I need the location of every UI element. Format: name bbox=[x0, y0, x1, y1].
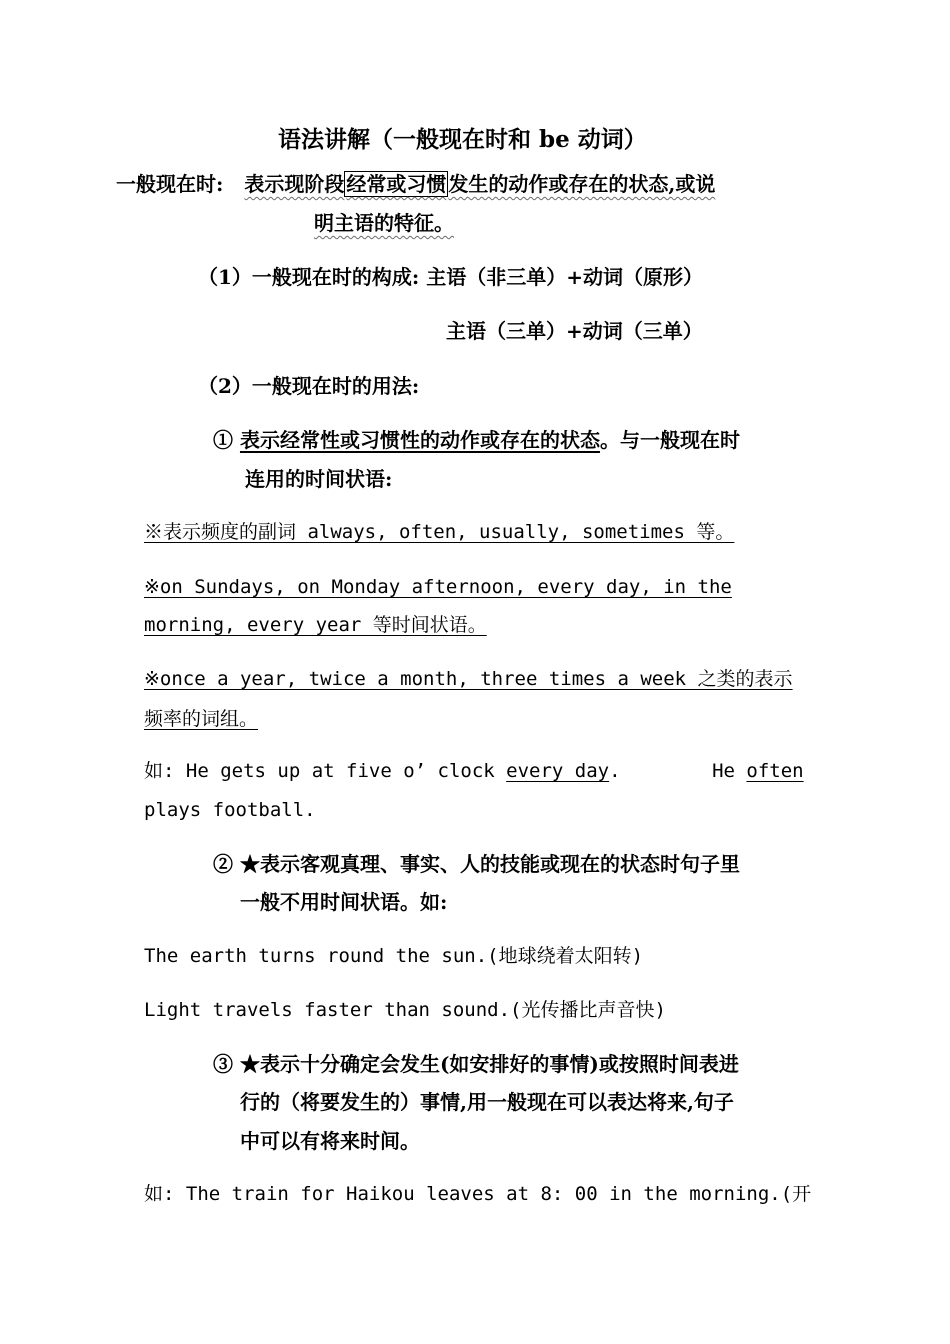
definition-label: 一般现在时: bbox=[116, 172, 224, 196]
boxed-term: 经常或习惯 bbox=[346, 172, 447, 196]
page-title: 语法讲解（一般现在时和 be 动词） bbox=[278, 126, 647, 153]
definition-line-1 bbox=[116, 171, 715, 197]
note-3-line-1: ※once a year, twice a month, three times a week 之类的表示 bbox=[144, 668, 793, 690]
definition-line-2: 明主语的特征。 bbox=[314, 211, 454, 235]
definition-text: 表示现阶段 经常或习惯 发生的动作或存在的状态,或说 bbox=[244, 172, 716, 196]
example-2: The earth turns round the sun.(地球绕着太阳转) bbox=[144, 945, 644, 967]
example-1-underline-2: often bbox=[746, 760, 804, 782]
structure-line-1: （1）一般现在时的构成: 主语（非三单）+动词（原形） bbox=[198, 265, 704, 289]
usage-heading: （2）一般现在时的用法: bbox=[198, 374, 420, 398]
note-1: ※表示频度的副词 always, often, usually, sometimes 等。 bbox=[144, 521, 735, 543]
structure-line-2: 主语（三单）+动词（三单） bbox=[446, 319, 703, 343]
usage-2-line-2: 一般不用时间状语。如: bbox=[240, 890, 448, 914]
usage-2-line-1: ② ★表示客观真理、事实、人的技能或现在的状态时句子里 bbox=[213, 852, 740, 876]
usage-3-line-3: 中可以有将来时间。 bbox=[240, 1129, 420, 1153]
example-4: 如: The train for Haikou leaves at 8: 00 in the morning.(开 bbox=[144, 1183, 812, 1205]
usage-3-line-1: ③ ★表示十分确定会发生(如安排好的事情)或按照时间表进 bbox=[213, 1052, 739, 1076]
usage-1-line-1: ① 表示经常性或习惯性的动作或存在的状态。与一般现在时 bbox=[213, 428, 740, 452]
example-3: Light travels faster than sound.(光传播比声音快) bbox=[144, 999, 666, 1021]
example-1-line-2: plays football. bbox=[144, 799, 316, 821]
note-2-line-2: morning, every year 等时间状语。 bbox=[144, 614, 487, 636]
usage-3-line-2: 行的（将要发生的）事情,用一般现在可以表达将来,句子 bbox=[240, 1090, 734, 1114]
usage-1-underlined: 表示经常性或习惯性的动作或存在的状态 bbox=[239, 428, 600, 452]
note-2-line-1: ※on Sundays, on Monday afternoon, every day, in the bbox=[144, 576, 732, 598]
usage-1-line-2: 连用的时间状语: bbox=[245, 467, 393, 491]
note-3-line-2: 频率的词组。 bbox=[144, 708, 259, 730]
example-1-underline-1: every day bbox=[506, 760, 610, 782]
example-1-line-1: 如: He gets up at five o’ clock every day. He often bbox=[144, 760, 804, 782]
